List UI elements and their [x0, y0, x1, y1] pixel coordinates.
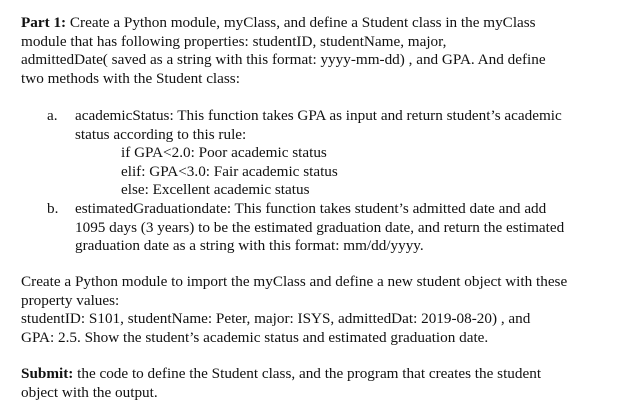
methods-list	[47, 107, 607, 256]
method-item-academic-status	[47, 107, 607, 200]
rule-line: if GPA<2.0: Poor academic status	[121, 144, 327, 162]
rule-line: else: Excellent academic status	[121, 181, 310, 199]
method-line: estimatedGraduationdate: This function takes student’s admitted date and add	[75, 199, 547, 217]
submit-label: Submit:	[21, 365, 74, 382]
part2-paragraph	[21, 273, 606, 347]
method-line: status according to this rule:	[75, 125, 247, 143]
part2-line: GPA: 2.5. Show the student’s academic status and estimated graduation date.	[21, 328, 489, 346]
part2-line: studentID: S101, studentName: Peter, major: ISYS, admittedDat: 2019-08-20) , and	[21, 310, 531, 328]
list-marker: a.	[47, 107, 58, 124]
part2-line: property values:	[21, 291, 120, 309]
method-item-estimated-graduation-date	[47, 200, 607, 256]
method-line: graduation date as a string with this format: mm/dd/yyyy.	[75, 237, 424, 255]
part2-line: Create a Python module to import the myClass and define a new student object with these	[21, 273, 568, 290]
submit-line: object with the output.	[21, 383, 158, 401]
method-line: 1095 days (3 years) to be the estimated graduation date, and return the estimated	[75, 218, 565, 236]
method-line: academicStatus: This function takes GPA as input and return student’s academic	[75, 107, 562, 124]
part1-line: Part 1: Create a Python module, myClass, and define a Student class in the myClass	[21, 14, 536, 31]
submit-paragraph	[21, 365, 606, 402]
part1-paragraph	[21, 14, 606, 88]
part1-line: two methods with the Student class:	[21, 69, 240, 87]
part1-line: module that has following properties: studentID, studentName, major,	[21, 32, 447, 50]
rule-line: elif: GPA<3.0: Fair academic status	[121, 162, 338, 180]
list-marker: b.	[47, 199, 59, 217]
submit-line: Submit: the code to define the Student class, and the program that creates the student	[21, 365, 542, 382]
part1-line: admittedDate( saved as a string with this format: yyyy-mm-dd) , and GPA. And define	[21, 51, 546, 69]
part1-label: Part 1:	[21, 14, 67, 31]
